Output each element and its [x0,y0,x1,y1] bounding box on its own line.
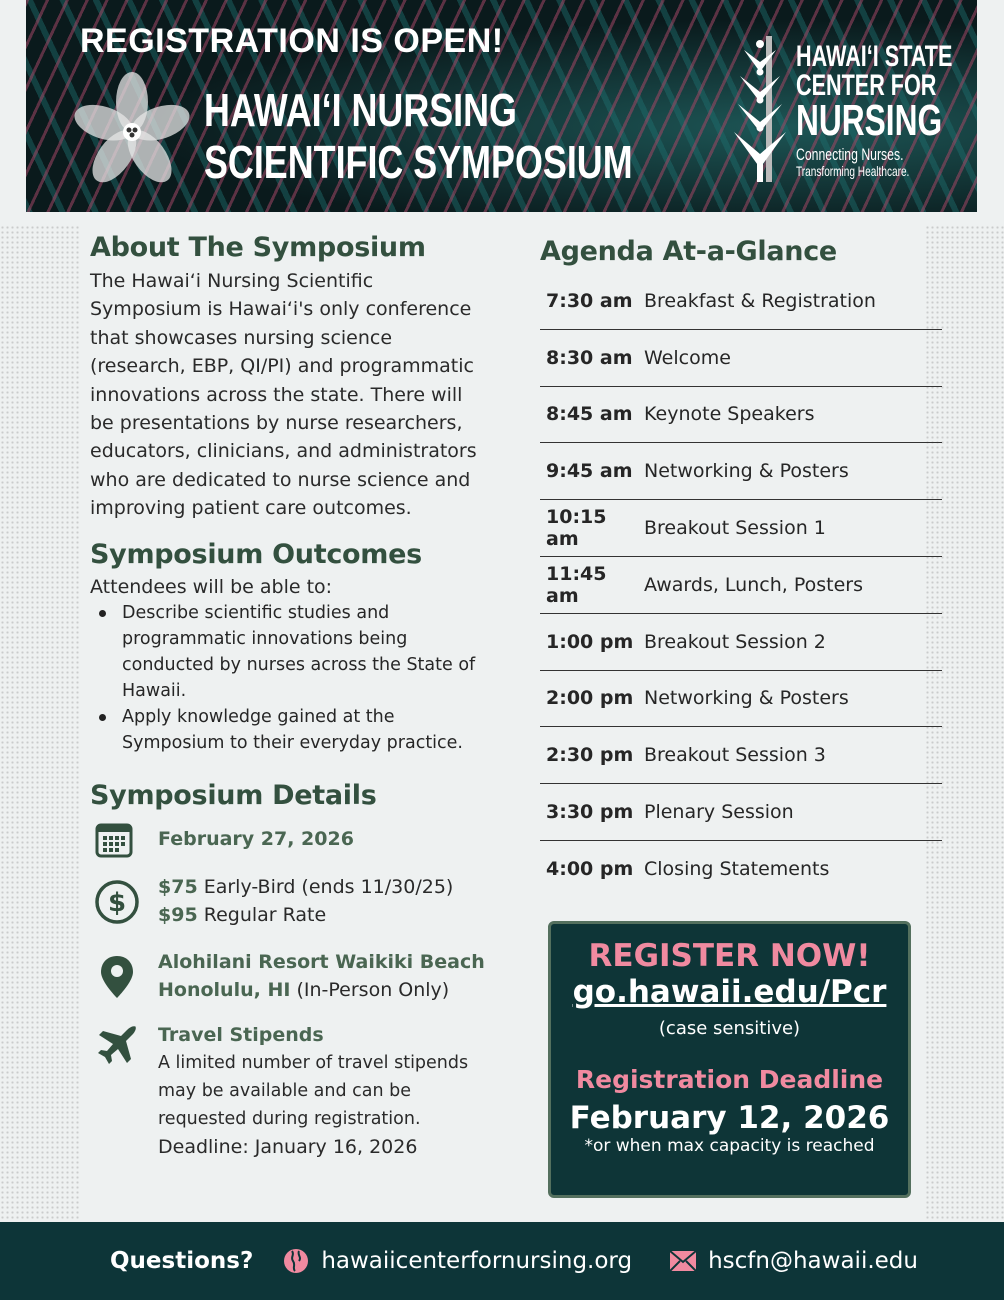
outcome-item: Describe scientific studies and programmatic innovations being conducted by nurses across the State of Hawaii. [96,600,490,704]
agenda-row [540,614,942,671]
location-pin-icon [94,952,140,1002]
agenda-row [540,784,942,841]
agenda-time: 10:15 am [546,506,607,551]
regular-label: Regular Rate [203,904,327,927]
agenda-time: 2:30 pm [546,744,634,767]
questions-label: Questions? [110,1248,254,1274]
agenda-item: Welcome [644,346,731,369]
register-box [548,921,911,1198]
agenda-item: Plenary Session [644,801,794,824]
agenda-row [540,841,942,898]
email-link[interactable]: hscfn@hawaii.edu [708,1248,918,1274]
deadline-label: Registration Deadline [575,1065,884,1094]
agenda-row [540,330,942,387]
venue-note: (In-Person Only) [296,979,450,1002]
website-link[interactable]: hawaiicenterfornursing.org [321,1248,633,1274]
agenda-row [540,500,942,557]
agenda-item: Networking & Posters [644,687,849,710]
logo-line-1: HAWAIʻI STATE [796,40,953,73]
hscfn-logo [732,36,952,186]
detail-date [90,825,490,853]
logo-line-3: NURSING [796,96,943,145]
agenda-row [540,443,942,500]
dollar-icon [94,879,140,925]
deadline-note: *or when max capacity is reached [584,1136,875,1156]
agenda-item: Breakfast & Registration [644,289,876,312]
details-heading: Symposium Details [90,779,377,811]
dot-pattern-left [0,225,80,1220]
email-icon [670,1251,696,1271]
agenda-item: Breakout Session 3 [644,744,826,767]
agenda-row [540,273,942,330]
agenda-row [540,727,942,784]
agenda-item: Awards, Lunch, Posters [644,573,863,596]
agenda-time: 8:30 am [546,346,633,369]
flower-icon [72,72,192,192]
logo-figure-icon [732,36,792,186]
detail-travel [90,1021,490,1162]
registration-deadline: February 12, 2026 [569,1100,890,1136]
agenda-time: 8:45 am [546,403,633,426]
agenda-time: 7:30 am [546,289,633,312]
outcomes-intro: Attendees will be able to: [90,575,333,598]
regular-price: $95 [158,904,198,927]
agenda-time: 2:00 pm [546,687,634,710]
header-banner [26,0,977,212]
agenda-row [540,387,942,444]
svg-text:$: $ [107,888,127,919]
logo-line-2: CENTER FOR [796,69,937,102]
about-text: The Hawaiʻi Nursing Scientific Symposium is Hawaiʻi's only conference that showcases nursing science (research, EBP, QI/PI) and programmatic innovations across the state. There will be presentations by nurse researchers, educators, clinicians, and administrators who are dedicated to nurse science and improving patient care outcomes. [90,270,477,520]
symposium-title [204,84,633,188]
logo-tagline-1: Connecting Nurses. [796,145,904,164]
calendar-icon [94,819,134,859]
agenda-heading: Agenda At-a-Glance [540,236,837,267]
registration-open-heading: REGISTRATION IS OPEN! [80,22,504,60]
venue-name: Alohilani Resort Waikiki Beach [158,950,485,973]
footer [0,1222,1004,1300]
case-sensitive-note: (case sensitive) [658,1018,801,1039]
early-bird-price: $75 [158,876,198,899]
travel-deadline: Deadline: January 16, 2026 [158,1136,418,1159]
outcome-item: Apply knowledge gained at the Symposium to their everyday practice. [96,704,490,756]
detail-pricing [90,873,490,930]
agenda-row [540,671,942,728]
logo-tagline-2: Transforming Healthcare. [796,163,910,179]
agenda-time: 4:00 pm [546,858,634,881]
agenda-time: 3:30 pm [546,801,634,824]
airplane-icon [94,1023,140,1069]
title-line-1: HAWAIʻI NURSING [204,84,517,136]
outcomes-list [96,600,490,756]
agenda-item: Networking & Posters [644,460,849,483]
title-line-2: SCIENTIFIC SYMPOSIUM [204,136,633,188]
agenda-time: 1:00 pm [546,630,634,653]
agenda-item: Breakout Session 2 [644,630,826,653]
register-link[interactable]: go.hawaii.edu/Pcr [572,974,887,1010]
register-now-heading: REGISTER NOW! [588,938,871,974]
event-date: February 27, 2026 [158,827,354,850]
agenda-section [540,236,942,898]
agenda-item: Keynote Speakers [644,403,815,426]
outcomes-heading: Symposium Outcomes [90,538,422,570]
travel-text: A limited number of travel stipends may be available and can be requested during registration. [158,1053,469,1130]
detail-location [90,948,490,1005]
travel-heading: Travel Stipends [158,1023,324,1046]
left-column [90,232,490,1174]
early-bird-label: Early-Bird (ends 11/30/25) [203,876,454,899]
venue-city: Honolulu, HI [158,979,291,1002]
about-heading: About The Symposium [90,232,426,263]
agenda-time: 11:45 am [546,562,607,607]
agenda-item: Closing Statements [644,858,830,881]
agenda-time: 9:45 am [546,460,633,483]
agenda-list [540,273,942,898]
agenda-row [540,557,942,614]
agenda-item: Breakout Session 1 [644,517,826,540]
globe-icon [283,1248,309,1274]
